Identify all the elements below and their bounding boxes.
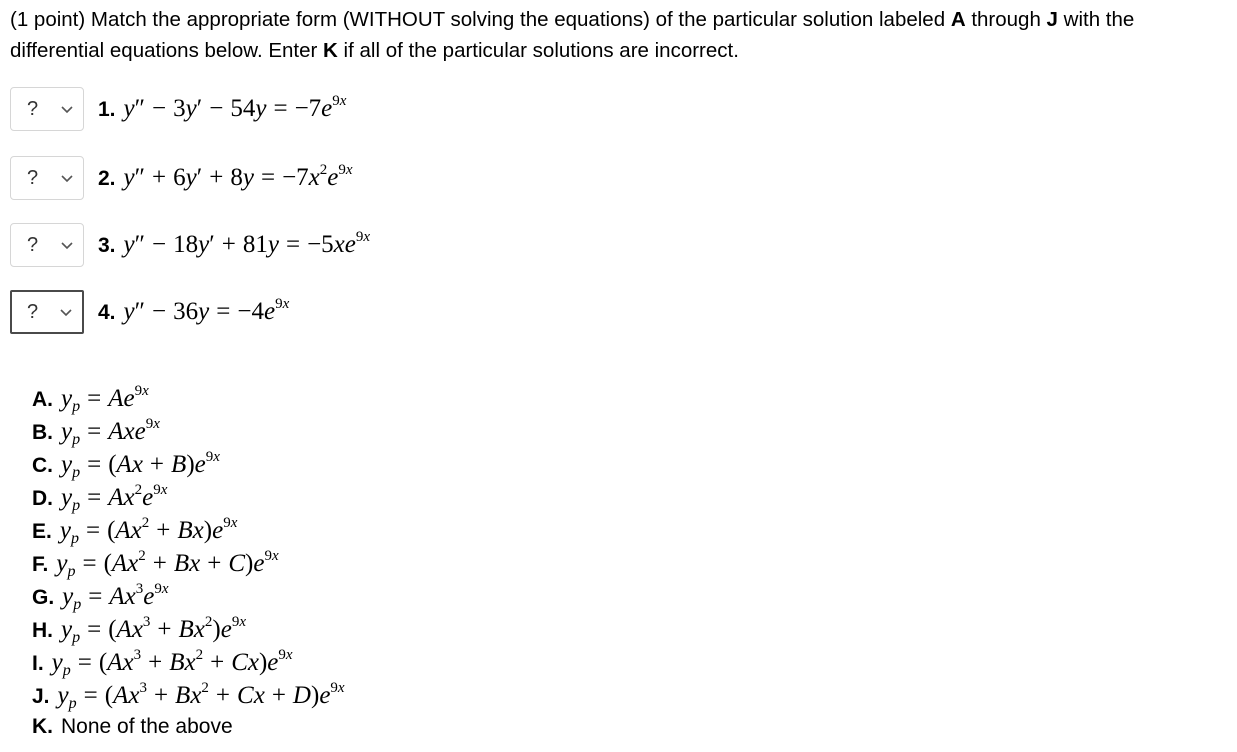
option-math: $y_p = Ae^{9x}$: [61, 382, 149, 415]
chevron-down-icon: [61, 104, 73, 114]
option-letter: B.: [32, 421, 53, 444]
equation-row-3: [10, 222, 370, 268]
option-k: [32, 715, 345, 748]
option-d: [32, 481, 345, 517]
option-i: [32, 646, 345, 682]
option-f: [32, 547, 345, 583]
equation-math: $y'' - 18y' + 81y = -5xe^{9x}$: [123, 228, 371, 258]
prompt-text: if all of the particular solutions are incorrect.: [337, 39, 739, 62]
option-math: $y_p = (Ax^2 + Bx + C)e^{9x}$: [56, 547, 279, 580]
option-e: [32, 514, 345, 550]
select-value: ?: [27, 97, 39, 120]
option-math: $y_p = (Ax + B)e^{9x}$: [61, 448, 220, 481]
chevron-down-icon: [61, 240, 73, 250]
prompt-letter-j: J: [1046, 8, 1058, 31]
select-value: ?: [27, 166, 39, 189]
option-text: None of the above: [61, 715, 233, 738]
option-c: [32, 448, 345, 484]
option-math: $y_p = Axe^{9x}$: [61, 415, 160, 448]
option-math: $y_p = (Ax^3 + Bx^2 + Cx + D)e^{9x}$: [57, 679, 345, 712]
prompt-text: (1 point) Match the appropriate form (WITHOUT solving the equations) of the particular solution labeled: [10, 8, 951, 31]
equation-number: 4.: [98, 301, 116, 324]
option-letter: F.: [32, 553, 49, 576]
answer-select-3[interactable]: [10, 223, 84, 267]
option-j: [32, 679, 345, 715]
option-a: [32, 382, 345, 418]
prompt-text: through: [965, 8, 1047, 31]
option-b: [32, 415, 345, 451]
answer-select-4[interactable]: [10, 290, 84, 334]
option-letter: A.: [32, 388, 53, 411]
prompt-letter-a: A: [950, 8, 966, 31]
answer-select-1[interactable]: [10, 87, 84, 131]
select-value: ?: [27, 233, 39, 256]
equation-row-1: [10, 86, 346, 132]
option-math: $y_p = (Ax^3 + Bx^2 + Cx)e^{9x}$: [51, 646, 293, 679]
equation-row-4: [10, 289, 289, 335]
option-h: [32, 613, 345, 649]
option-math: $y_p = (Ax^3 + Bx^2)e^{9x}$: [61, 613, 247, 646]
option-letter: G.: [32, 586, 55, 609]
option-letter: D.: [32, 487, 53, 510]
equation-number: 2.: [98, 167, 116, 190]
prompt-text: with the differential equations below. Enter: [10, 8, 1135, 62]
option-letter: E.: [32, 520, 52, 543]
equation-number: 1.: [98, 98, 116, 121]
equation-number: 3.: [98, 234, 116, 257]
option-g: [32, 580, 345, 616]
equation-math: $y'' - 3y' - 54y = -7e^{9x}$: [123, 92, 347, 122]
option-letter: H.: [32, 619, 53, 642]
equation-math: $y'' + 6y' + 8y = -7x^2e^{9x}$: [123, 161, 353, 191]
prompt-letter-k: K: [323, 39, 338, 62]
problem-statement: [10, 4, 1225, 66]
select-value: ?: [27, 300, 39, 323]
chevron-down-icon: [61, 173, 73, 183]
solution-options-list: [32, 382, 345, 748]
chevron-down-icon: [60, 307, 72, 317]
option-letter: J.: [32, 685, 50, 708]
equation-1: [98, 92, 347, 123]
equation-row-2: [10, 155, 353, 201]
equation-4: [98, 295, 290, 326]
option-letter: C.: [32, 454, 53, 477]
answer-select-2[interactable]: [10, 156, 84, 200]
equation-math: $y'' - 36y = -4e^{9x}$: [123, 295, 290, 325]
option-math: $y_p = (Ax^2 + Bx)e^{9x}$: [59, 514, 238, 547]
option-math: $y_p = Ax^2e^{9x}$: [61, 481, 168, 514]
equation-2: [98, 161, 353, 192]
option-letter: I.: [32, 652, 44, 675]
option-letter: K.: [32, 715, 53, 738]
equation-3: [98, 228, 371, 259]
option-math: $y_p = Ax^3e^{9x}$: [62, 580, 169, 613]
